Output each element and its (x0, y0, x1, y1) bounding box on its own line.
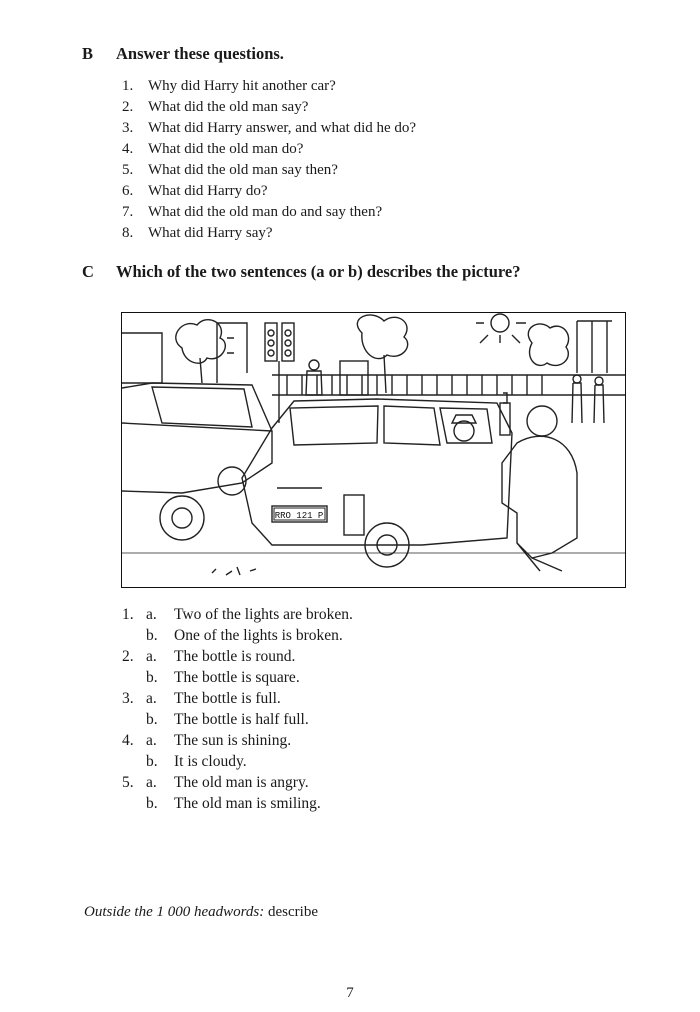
section-b-title: Answer these questions. (116, 44, 284, 63)
question-item: 4. What did the old man do? (122, 141, 304, 157)
choice-item: b. The bottle is square. (146, 669, 300, 686)
section-b-letter: B (82, 44, 94, 63)
choice-item: 1. a. Two of the lights are broken. (122, 606, 353, 623)
question-item: 2. What did the old man say? (122, 99, 309, 115)
section-c-choices (122, 604, 353, 814)
car-accident-illustration (121, 312, 626, 588)
choice-item: 4. a. The sun is shining. (122, 732, 292, 749)
footnote-words: describe (268, 904, 318, 920)
section-b-questions (122, 76, 416, 244)
question-item: 8. What did Harry say? (122, 225, 273, 241)
choice-item: 2. a. The bottle is round. (122, 648, 296, 665)
question-item: 1. Why did Harry hit another car? (122, 78, 336, 94)
page-number: 7 (346, 985, 354, 1001)
section-c-heading (82, 262, 521, 282)
choice-item: b. The bottle is half full. (146, 711, 309, 728)
question-item: 6. What did Harry do? (122, 183, 268, 199)
license-plate: RRO 121 P (274, 511, 324, 521)
section-c-title: Which of the two sentences (a or b) describes the picture? (116, 262, 521, 281)
question-item: 3. What did Harry answer, and what did he do? (122, 120, 417, 136)
footnote (84, 904, 318, 921)
question-item: 5. What did the old man say then? (122, 162, 338, 178)
choice-item: b. One of the lights is broken. (146, 627, 343, 644)
section-b-heading (82, 44, 284, 64)
section-c-letter: C (82, 262, 94, 281)
footnote-label: Outside the 1 000 headwords: (84, 904, 265, 920)
choice-item: 5. a. The old man is angry. (122, 774, 309, 791)
choice-item: b. It is cloudy. (146, 753, 247, 770)
question-item: 7. What did the old man do and say then? (122, 204, 383, 220)
choice-item: 3. a. The bottle is full. (122, 690, 281, 707)
choice-item: b. The old man is smiling. (146, 795, 321, 812)
illustration-drawing (122, 313, 626, 588)
